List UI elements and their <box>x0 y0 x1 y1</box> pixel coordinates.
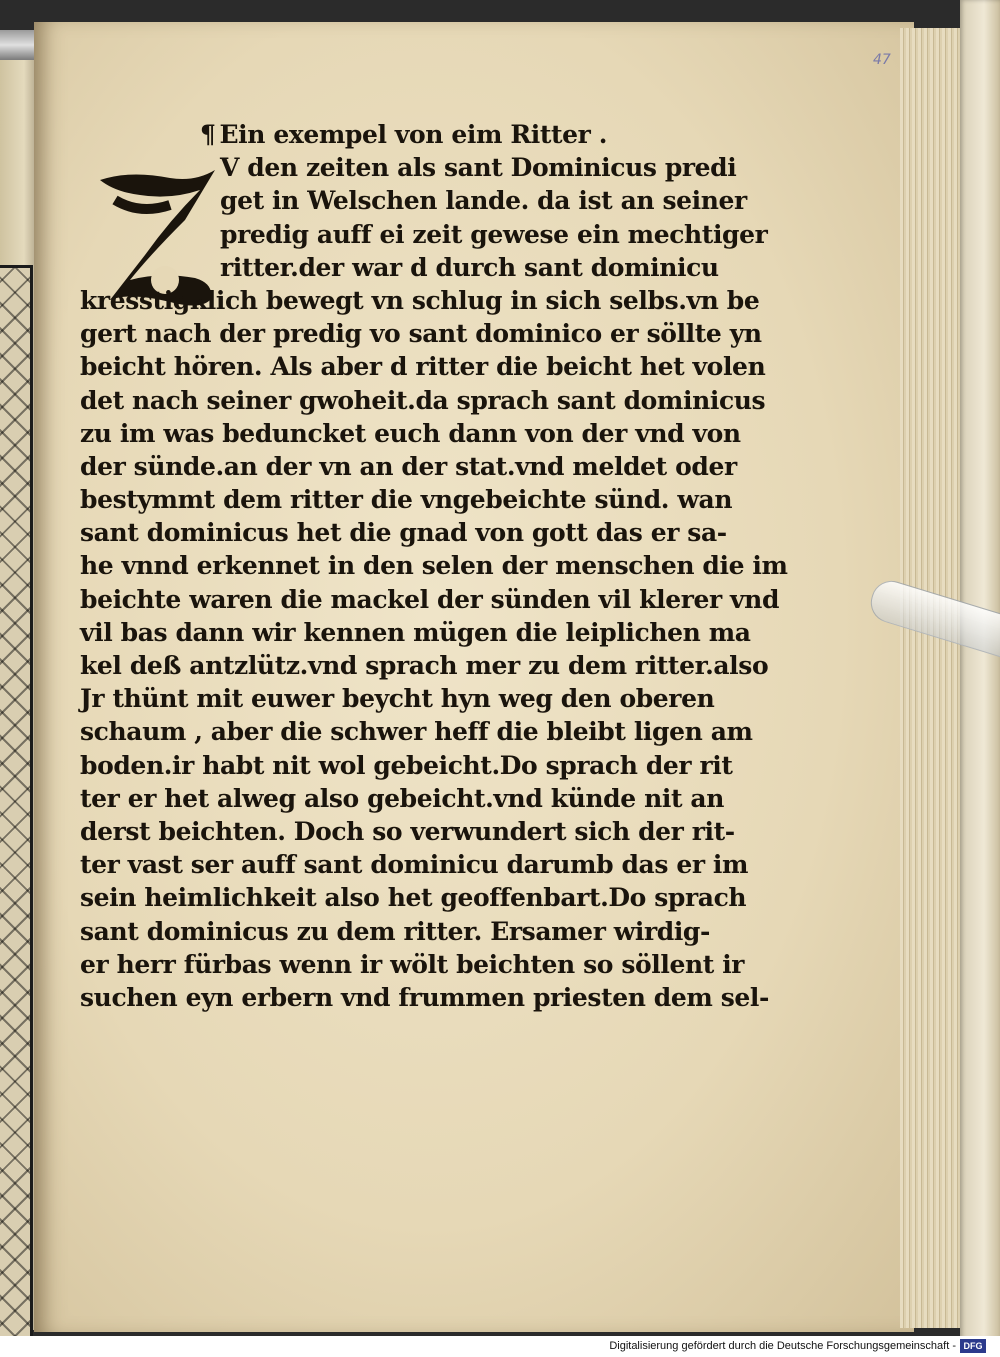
text-line: he vnnd erkennet in den selen der menschen die im <box>80 551 788 581</box>
text-line: sein heimlichkeit also het geoffenbart.Do sprach <box>80 883 747 913</box>
woodcut-illustration-fragment <box>0 265 33 1351</box>
funding-credit: Digitalisierung gefördert durch die Deutsche Forschungsgemeinschaft - <box>609 1340 956 1352</box>
book-cover <box>960 0 1000 1340</box>
heading: Ein exempel von eim Ritter . <box>219 120 607 149</box>
text-line: ter vast ser auff sant dominicu darumb das er im <box>80 850 749 880</box>
folio-number: 47 <box>873 52 891 68</box>
text-line: kresstigklich bewegt vn schlug in sich selbs.vn be <box>80 285 760 315</box>
text-line: sant dominicus het die gnad von gott das er sa- <box>80 518 727 548</box>
text-line: V den zeiten als sant Dominicus predi <box>220 153 737 183</box>
text-line: gert nach der predig vo sant dominico er söllte yn <box>80 319 762 349</box>
heading-line <box>80 118 770 151</box>
text-line: beicht hören. Als aber d ritter die beicht het volen <box>80 352 766 382</box>
text-line: er herr fürbas wenn ir wölt beichten so söllent ir <box>80 949 745 979</box>
text-line: vil bas dann wir kennen mügen die leiplichen ma <box>80 617 751 647</box>
dfg-logo: DFG <box>960 1339 986 1353</box>
paragraph-mark-icon: ¶ <box>200 120 216 149</box>
text-line: sant dominicus zu dem ritter. Ersamer wirdig- <box>80 916 710 946</box>
text-line: derst beichten. Doch so verwundert sich der rit- <box>80 816 735 846</box>
text-line: det nach seiner gwoheit.da sprach sant dominicus <box>80 385 766 415</box>
text-line: predig auff ei zeit gewese ein mechtiger <box>220 219 768 249</box>
text-line: bestymmt dem ritter die vngebeichte sünd. wan <box>80 485 733 515</box>
text-line: ritter.der war d durch sant dominicu <box>220 252 719 282</box>
text-line: boden.ir habt nit wol gebeicht.Do sprach der rit <box>80 750 733 780</box>
text-line: zu im was beduncket euch dann von der vnd von <box>80 418 741 448</box>
page-text <box>80 118 788 1014</box>
text-line: Jr thünt mit euwer beycht hyn weg den oberen <box>80 684 715 714</box>
text-line: schaum , aber die schwer heff die bleibt ligen am <box>80 717 753 747</box>
text-line: ter er het alweg also gebeicht.vnd künde nit an <box>80 783 724 813</box>
text-line: beichte waren die mackel der sünden vil klerer vnd <box>80 584 780 614</box>
text-line: der sünde.an der vn an der stat.vnd meldet oder <box>80 451 737 481</box>
text-line: kel deß antzlütz.vnd sprach mer zu dem ritter.also <box>80 651 769 680</box>
text-line: get in Welschen lande. da ist an seiner <box>220 186 747 216</box>
text-line: suchen eyn erbern vnd frummen priesten dem sel- <box>80 982 770 1012</box>
